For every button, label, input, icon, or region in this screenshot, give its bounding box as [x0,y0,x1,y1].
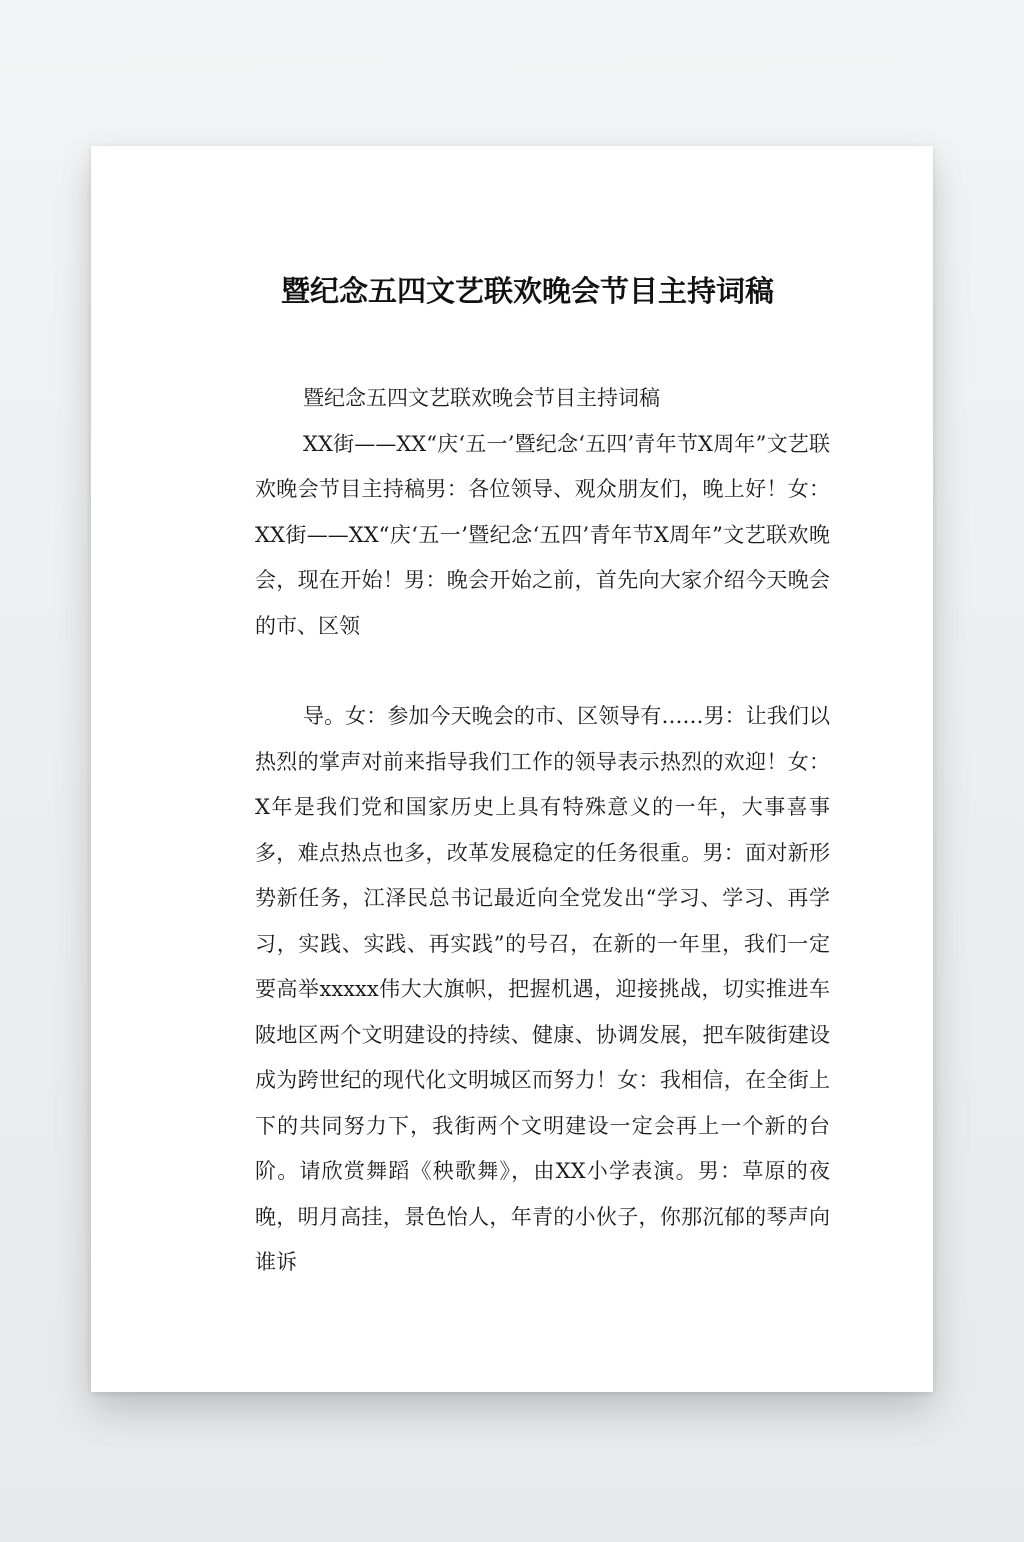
document-page [91,146,933,1392]
opening-section [255,376,830,649]
document-subtitle: 暨纪念五四文艺联欢晚会节目主持词稿 [303,386,660,410]
document-title: 暨纪念五四文艺联欢晚会节目主持词稿 [281,274,775,308]
paragraph-opening: XX街——XX“庆‘五一’暨纪念‘五四’青年节X周年”文艺联欢晚会节目主持稿男：各位领导、观众朋友们，晚上好！女：XX街——XX“庆‘五一’暨纪念‘五四’青年节X周年”文艺联欢晚会，现在开始！男：晚会开始之前，首先向大家介绍今天晚会的市、区领 [255,431,830,638]
paragraph-main: 导。女：参加今天晚会的市、区领导有……男：让我们以热烈的掌声对前来指导我们工作的领导表示热烈的欢迎！女：X年是我们党和国家历史上具有特殊意义的一年，大事喜事多，难点热点也多，改革发展稳定的任务很重。男：面对新形势新任务，江泽民总书记最近向全党发出“学习、学习、再学习，实践、实践、再实践”的号召，在新的一年里，我们一定要高举xxxxx伟大大旗帜，把握机遇，迎接挑战，切实推进车陂地区两个文明建设的持续、健康、协调发展，把车陂街建设成为跨世纪的现代化文明城区而努力！女：我相信，在全街上下的共同努力下，我街两个文明建设一定会再上一个新的台阶。请欣赏舞蹈《秧歌舞》，由XX小学表演。男：草原的夜晚，明月高挂，景色怡人，年青的小伙子，你那沉郁的琴声向谁诉 [255,704,830,1274]
